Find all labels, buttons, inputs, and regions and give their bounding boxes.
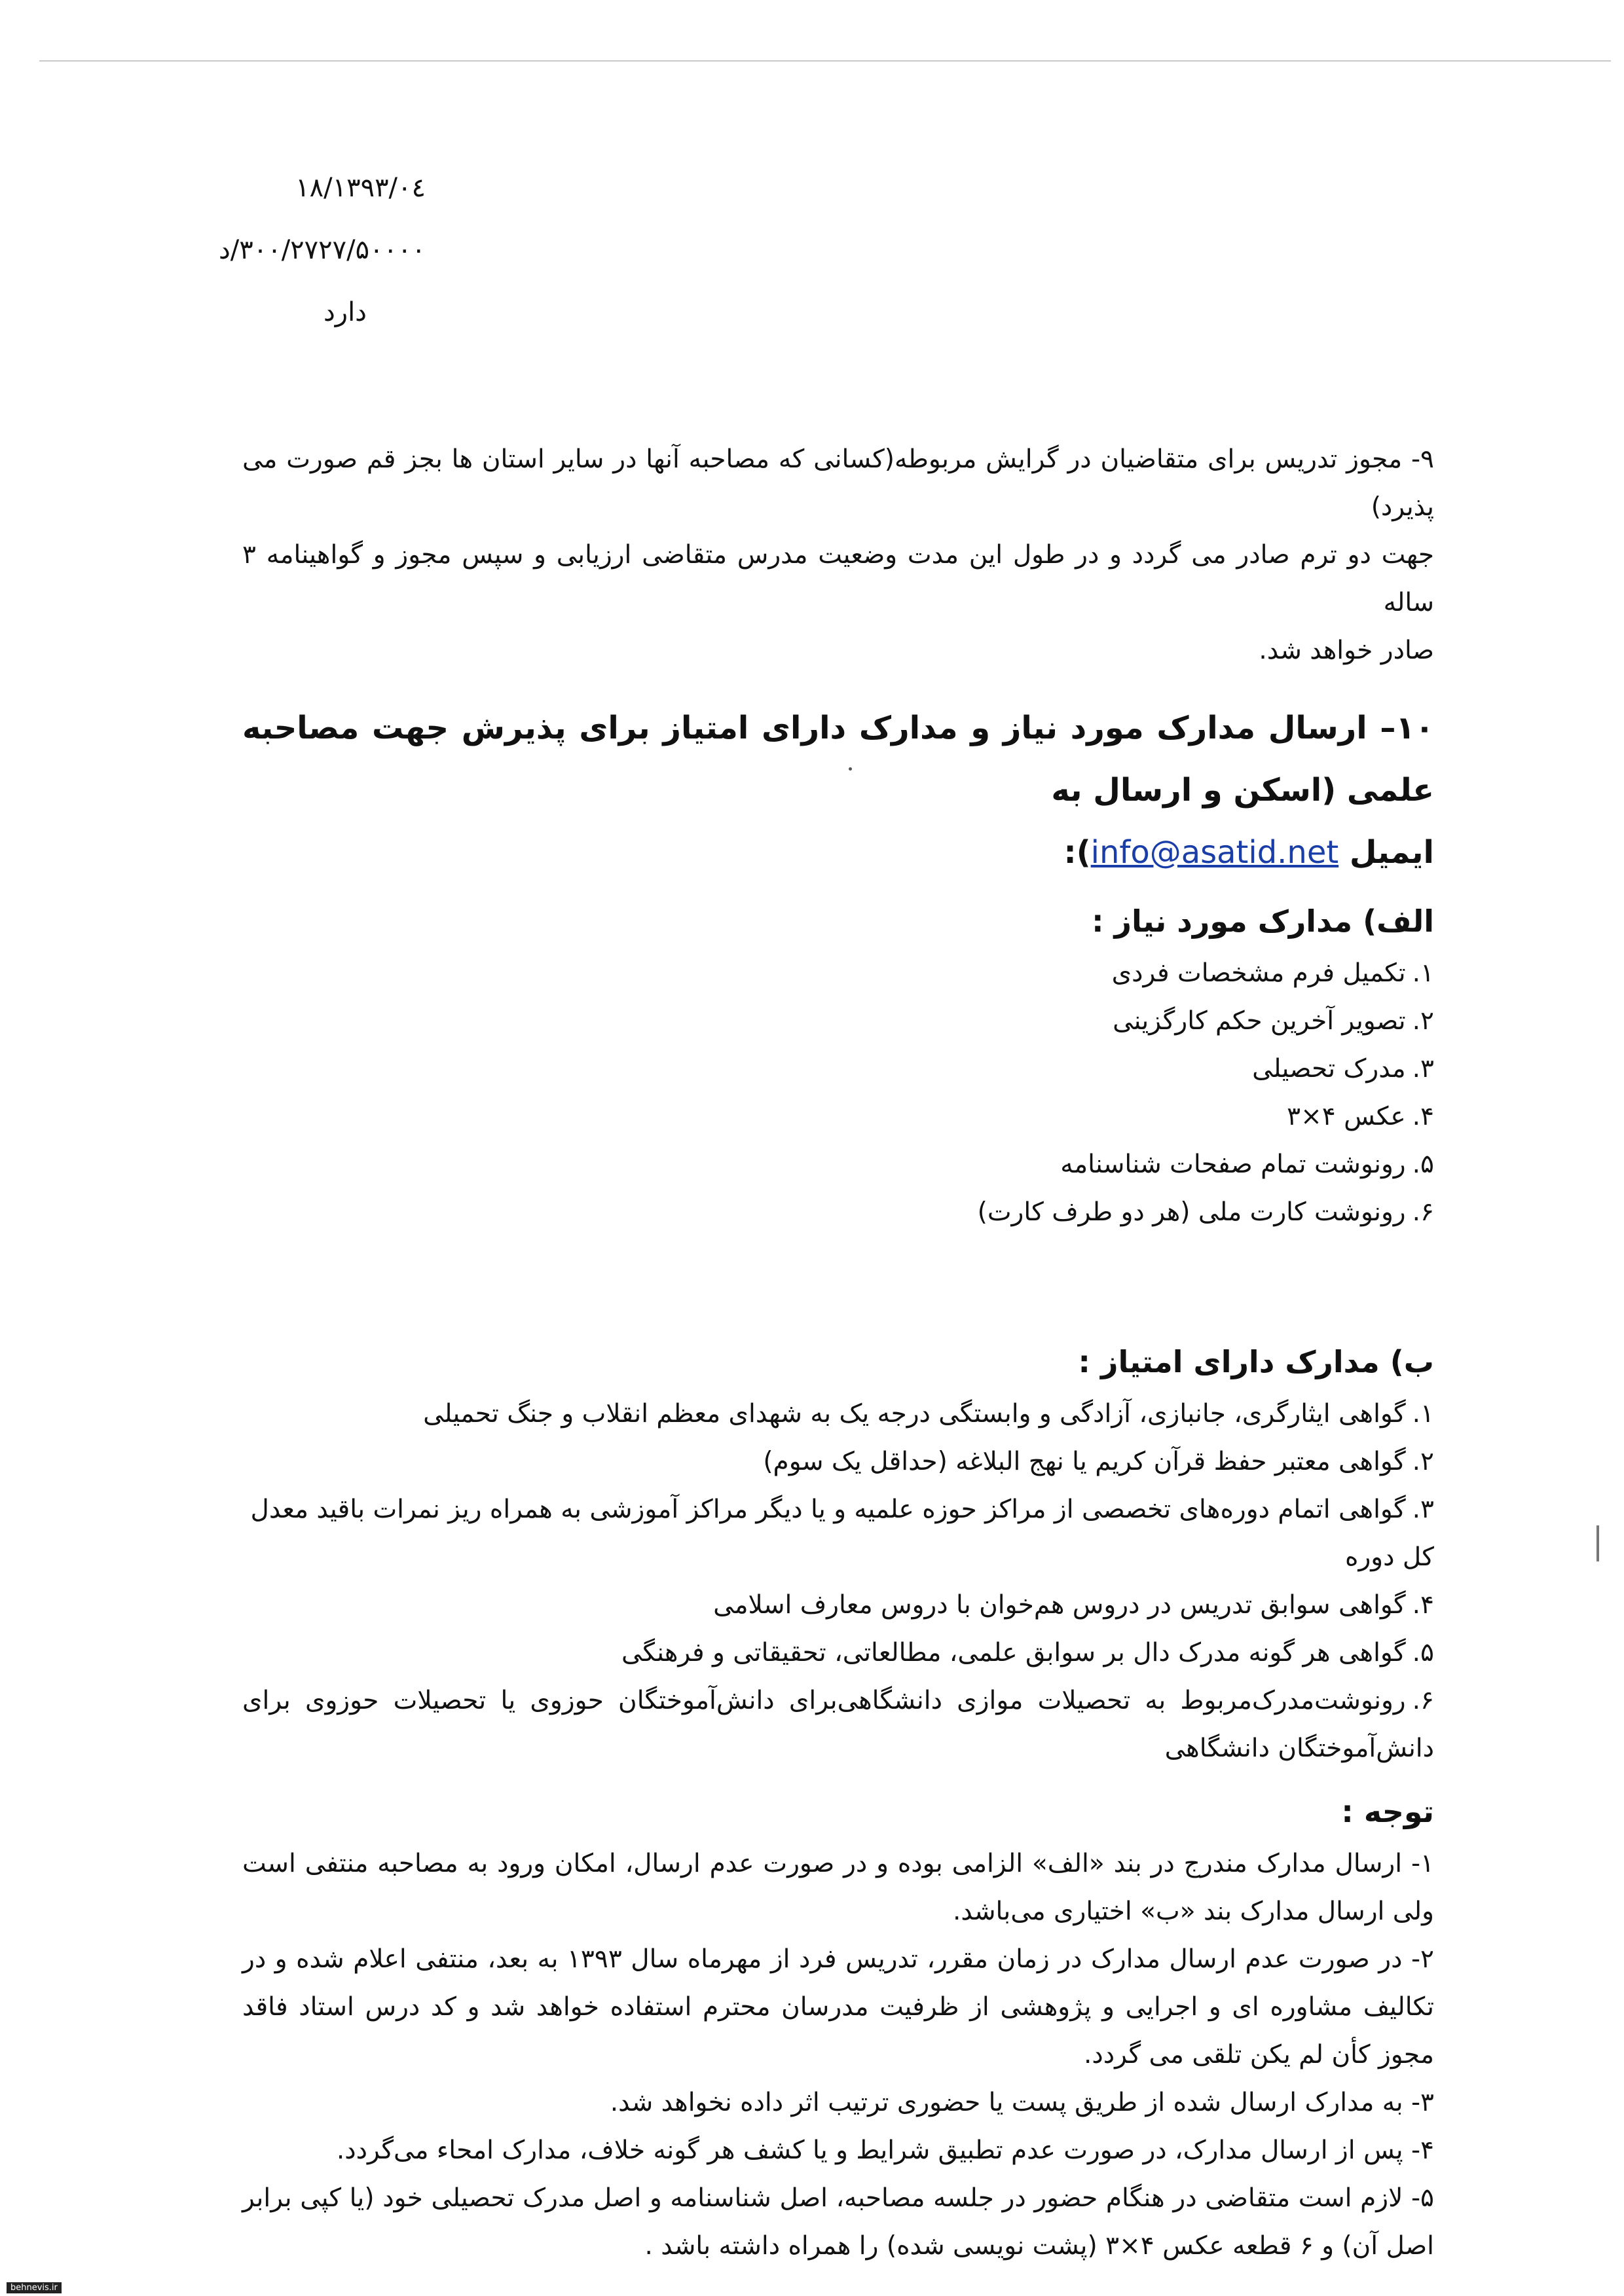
section-10-email-label: ایمیل [1349, 834, 1434, 871]
list-item-number: ۵. [1412, 1638, 1434, 1667]
list-item-number: ۱. [1412, 958, 1434, 988]
list-item-text: گواهی ایثارگری، جانبازی، آزادگی و وابستگی درجه یک به شهدای معظم انقلاب و جنگ تحمیلی [423, 1399, 1406, 1429]
list-item-text: تکمیل فرم مشخصات فردی [1111, 958, 1406, 988]
list-item-text: عکس ۴×۳ [1287, 1102, 1406, 1131]
list-item-number: ۶. [1412, 1686, 1434, 1715]
list-item [242, 1188, 1434, 1236]
scan-margin-mark [1596, 1525, 1599, 1561]
list-item [242, 949, 1434, 997]
list-item-text: رونوشت کارت ملی (هر دو طرف کارت) [977, 1197, 1406, 1227]
list-item-number: ۶. [1412, 1197, 1434, 1227]
letter-body [242, 435, 1434, 2270]
list-item [242, 1093, 1434, 1140]
list-item-number: ۲. [1412, 1447, 1434, 1476]
list-item-number: ۱. [1412, 1399, 1434, 1429]
list-item [242, 1438, 1434, 1485]
list-item [242, 1485, 1434, 1581]
section-10-heading [242, 697, 1434, 884]
scan-speck [849, 767, 852, 771]
list-item [242, 1390, 1434, 1438]
list-item-text: گواهی سوابق تدریس در دروس هم‌خوان با دروس معارف اسلامی [713, 1590, 1406, 1620]
note-item: ۲- در صورت عدم ارسال مدارک در زمان مقرر، تدریس فرد از مهرماه سال ۱۳۹۳ به بعد، منتفی اعلام شده و در تکالیف مشاوره ای و اجرایی و پژوهشی از ظرفیت مدرسان محترم استفاده خواهد شد و کد درس استاد فاقد مجوز کأن لم یکن تلقی می گردد. [242, 1944, 1434, 2069]
list-item [242, 1581, 1434, 1629]
list-item-number: ۳. [1412, 1054, 1434, 1084]
list-item-number: ۴. [1412, 1590, 1434, 1620]
notes-title: توجه : [1341, 1794, 1434, 1829]
list-item [242, 1045, 1434, 1093]
list-item-text: گواهی هر گونه مدرک دال بر سوابق علمی، مطالعاتی، تحقیقاتی و فرهنگی [621, 1638, 1406, 1667]
note-item: ۴- پس از ارسال مدارک، در صورت عدم تطبیق شرایط و یا کشف هر گونه خلاف، مدارک امحاء می‌گردد. [336, 2136, 1434, 2165]
top-divider [39, 60, 1611, 62]
note-item: ۱- ارسال مدارک مندرج در بند «الف» الزامی بوده و در صورت عدم ارسال، امکان ورود به مصاحبه منتفی است ولی ارسال مدارک بند «ب» اختیاری می‌باشد. [242, 1849, 1434, 1926]
email-link[interactable]: info@asatid.net [1090, 834, 1339, 871]
section-10-title: ۱۰– ارسال مدارک مورد نیاز و مدارک دارای امتیاز برای پذیرش جهت مصاحبه علمی (اسکن و ارسال به [242, 710, 1434, 809]
section-a-title: الف) مدارک مورد نیاز : [1092, 903, 1434, 939]
paragraph-9-line: صادر خواهد شد. [1259, 636, 1434, 665]
list-item-text: تصویر آخرین حکم کارگزینی [1113, 1006, 1406, 1036]
list-item-number: ۳. [1412, 1495, 1434, 1524]
notes-list [242, 1840, 1434, 2270]
letter-attachment: دارد [323, 297, 367, 327]
list-item [242, 1677, 1434, 1772]
list-item [242, 997, 1434, 1045]
list-item-text: مدرک تحصیلی [1252, 1054, 1406, 1084]
list-item [242, 1629, 1434, 1677]
section-b-list [242, 1390, 1434, 1772]
list-item-text: گواهی اتمام دوره‌های تخصصی از مراکز حوزه علمیه و یا دیگر مراکز آموزشی به همراه ریز نمرات باقید معدل کل دوره [250, 1495, 1434, 1572]
footer-watermark: behnevis.ir [7, 2282, 62, 2293]
list-item [242, 1140, 1434, 1188]
note-item: ۳- به مدارک ارسال شده از طریق پست یا حضوری ترتیب اثر داده نخواهد شد. [610, 2088, 1434, 2117]
list-item-text: رونوشت‌مدرک‌مربوط به تحصیلات موازی دانشگاهی‌برای دانش‌آموختگان حوزوی یا تحصیلات حوزوی برای دانش‌آموختگان دانشگاهی [242, 1686, 1434, 1763]
paragraph-9-line: ۹- مجوز تدریس برای متقاضیان در گرایش مربوطه(کسانی که مصاحبه آنها در سایر استان ها بجز قم صورت می پذیرد) [242, 445, 1434, 522]
section-b-title: ب) مدارک دارای امتیاز : [1078, 1344, 1434, 1379]
letter-header [151, 157, 426, 344]
paragraph-9-line: جهت دو ترم صادر می گردد و در طول این مدت وضعیت مدرس متقاضی ارزیابی و سپس مجوز و گواهینامه ۳ ساله [242, 540, 1434, 617]
letter-date: ۱۳۹۳/۰٤/۱۸ [295, 173, 426, 203]
note-item: ۵- لازم است متقاضی در هنگام حضور در جلسه مصاحبه، اصل شناسنامه و اصل مدرک تحصیلی خود (یا کپی برابر اصل آن) و ۶ قطعه عکس ۴×۳ (پشت نویسی شده) را همراه داشته باشد . [242, 2183, 1434, 2261]
list-item-text: رونوشت تمام صفحات شناسنامه [1060, 1150, 1406, 1179]
section-10-title-end: ): [1063, 834, 1091, 871]
list-item-number: ۲. [1412, 1006, 1434, 1036]
paragraph-9 [242, 435, 1434, 674]
letter-number: ۳۰۰/۲۷۲۷/۵۰۰۰۰/د [218, 235, 426, 265]
spacer [242, 1772, 1434, 1784]
list-item-text: گواهی معتبر حفظ قرآن کریم یا نهج البلاغه (حداقل یک سوم) [763, 1447, 1406, 1476]
section-a-list [242, 949, 1434, 1236]
spacer [242, 1236, 1434, 1334]
list-item-number: ۵. [1412, 1150, 1434, 1179]
list-item-number: ۴. [1412, 1102, 1434, 1131]
